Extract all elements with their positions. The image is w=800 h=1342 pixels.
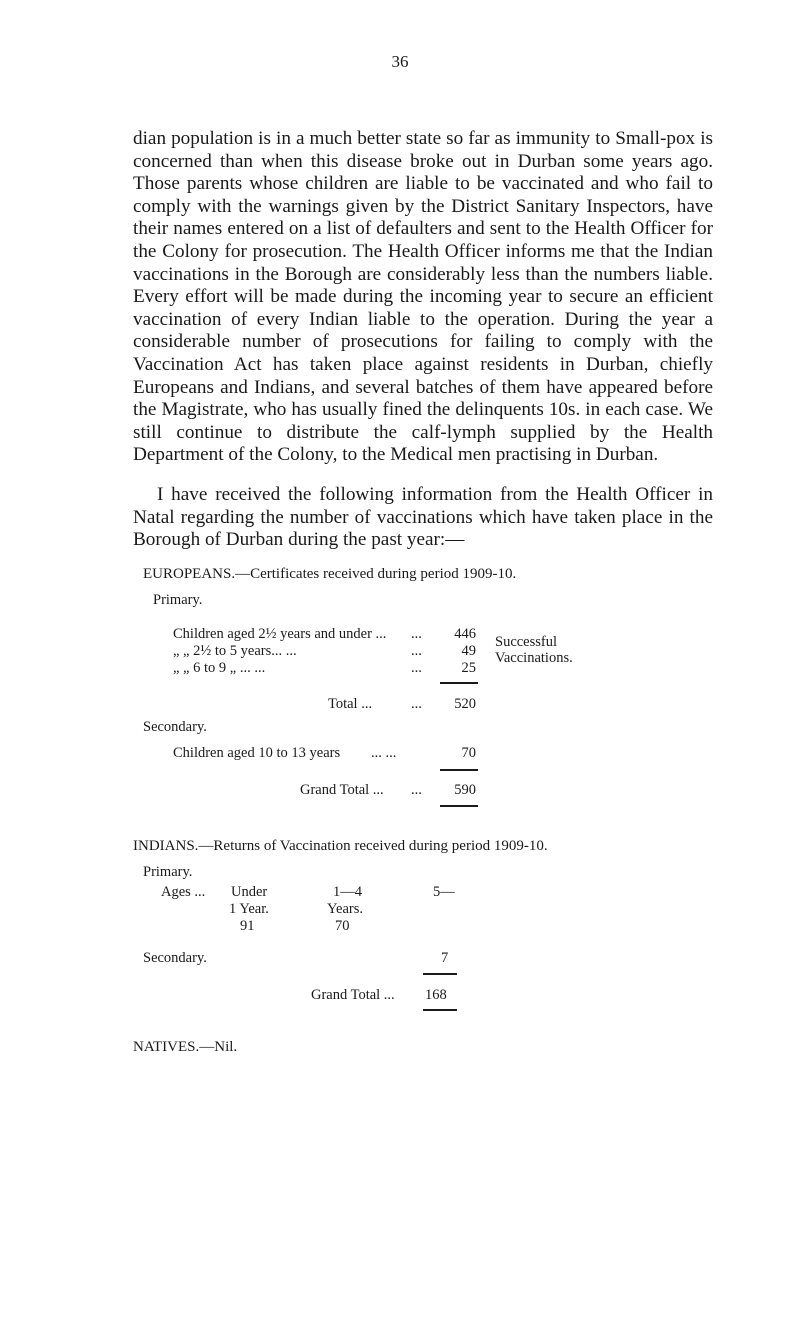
europeans-row-label: Children aged 2½ years and under ... bbox=[173, 626, 387, 642]
indians-secondary-label: Secondary. bbox=[143, 950, 207, 966]
indians-grand-total-value: 168 bbox=[425, 987, 447, 1003]
body-paragraph-2: I have received the following information from the Health Officer in Natal regarding the number of vaccinations which have taken place in the Borough of Durban during the past year:— bbox=[133, 484, 713, 551]
europeans-grand-total-dots: ... bbox=[411, 782, 422, 798]
europeans-heading: EUROPEANS.—Certificates received during period 1909-10. bbox=[143, 566, 517, 582]
europeans-row-dots: ... bbox=[411, 660, 422, 676]
indians-col1-value: 91 bbox=[240, 918, 255, 934]
indians-total-rule bbox=[423, 973, 457, 975]
indians-col3-line1: 5— bbox=[433, 884, 455, 900]
natives-line: NATIVES.—Nil. bbox=[133, 1039, 238, 1055]
europeans-secondary-value: 70 bbox=[461, 745, 476, 761]
indians-col2-line1: 1—4 bbox=[333, 884, 362, 900]
indians-col1-line2: 1 Year. bbox=[229, 901, 269, 917]
indians-grand-total-label: Grand Total ... bbox=[311, 987, 395, 1003]
europeans-secondary-row-dots: ... ... bbox=[371, 745, 397, 761]
europeans-total-label: Total ... bbox=[328, 696, 373, 712]
subtotal-rule bbox=[440, 682, 478, 684]
europeans-secondary-label: Secondary. bbox=[143, 719, 207, 735]
vaccinations-note: Vaccinations. bbox=[495, 650, 573, 666]
indians-col1-line1: Under bbox=[231, 884, 268, 900]
indians-ages-label: Ages ... bbox=[161, 884, 206, 900]
europeans-grand-total-value: 590 bbox=[454, 782, 476, 798]
europeans-row-value: 49 bbox=[461, 643, 476, 659]
indians-col2-value: 70 bbox=[335, 918, 350, 934]
europeans-row-dots: ... bbox=[411, 643, 422, 659]
indians-bottom-rule bbox=[423, 1009, 457, 1011]
europeans-row-label: „ „ 6 to 9 „ ... ... bbox=[173, 660, 266, 676]
successful-note: Successful bbox=[495, 634, 558, 650]
indians-primary-label: Primary. bbox=[143, 864, 193, 880]
europeans-row-value: 446 bbox=[454, 626, 476, 642]
europeans-row-dots: ... bbox=[411, 626, 422, 642]
indians-col2-line2: Years. bbox=[327, 901, 363, 917]
europeans-row-label: „ „ 2½ to 5 years... ... bbox=[173, 643, 297, 659]
europeans-grand-total-label: Grand Total ... bbox=[300, 782, 384, 798]
indians-secondary-value: 7 bbox=[441, 950, 449, 966]
grand-total-rule bbox=[440, 769, 478, 771]
bottom-rule bbox=[440, 805, 478, 807]
europeans-secondary-row-label: Children aged 10 to 13 years bbox=[173, 745, 341, 761]
europeans-primary-label: Primary. bbox=[153, 592, 203, 608]
body-paragraph-1: dian population is in a much better state so far as immunity to Small-pox is concerned than when this disease broke out in Durban some years ago. Those parents whose children are liable to be vaccinated and who fail to comply with the warnings given by the District Sanitary Inspectors, have their names entered on a list of defaulters and sent to the Health Officer for the Colony for prosecution. The Health Officer informs me that the Indian vaccinations in the Borough are considerably less than the numbers liable. Every effort will be made during the incoming year to secure an efficient vaccination of every Indian liable to the operation. During the year a considerable number of prosecutions for failing to comply with the Vaccination Act has taken place against residents in Durban, chiefly Europeans and Indians, and several batches of them have appeared before the Magistrate, who has usually fined the delinquents 10s. in each case. We still continue to distribute the calf-lymph supplied by the Health Department of the Colony, to the Medical men practising in Durban. bbox=[133, 128, 713, 466]
page-number: 36 bbox=[391, 52, 409, 71]
europeans-total-value: 520 bbox=[454, 696, 476, 712]
europeans-total-dots: ... bbox=[411, 696, 422, 712]
indians-heading: INDIANS.—Returns of Vaccination received during period 1909-10. bbox=[133, 838, 548, 854]
europeans-row-value: 25 bbox=[461, 660, 476, 676]
